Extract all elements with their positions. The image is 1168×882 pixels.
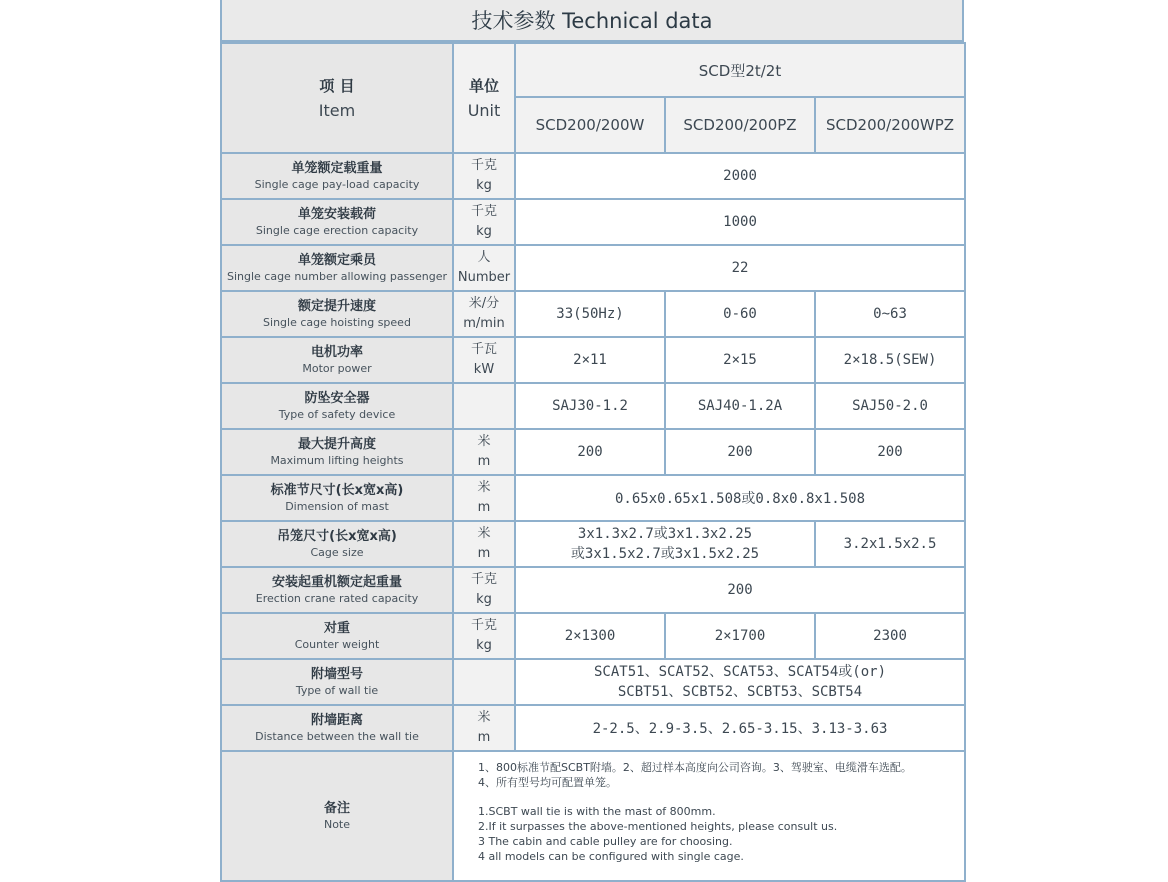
note-line: 1.SCBT wall tie is with the mast of 800mm. xyxy=(478,805,716,818)
table-cell: SAJ30-1.2 xyxy=(515,383,665,429)
unit-zh: 米 xyxy=(477,710,491,725)
row-label-en: Maximum lifting heights xyxy=(270,454,404,467)
row-label-en: Type of safety device xyxy=(278,408,396,421)
cell-line: 3x1.3x2.7或3x1.3x2.25 xyxy=(577,526,753,542)
unit-en: kg xyxy=(476,178,492,193)
row-label-zh: 防坠安全器 xyxy=(304,391,370,406)
header-unit-en: Unit xyxy=(467,101,501,120)
row-label-zh: 单笼额定乘员 xyxy=(297,253,376,268)
row-label-en: Single cage erection capacity xyxy=(255,224,419,237)
unit-zh: 千瓦 xyxy=(470,342,497,357)
table-cell: 200 xyxy=(515,429,665,475)
row-label-en: Single cage hoisting speed xyxy=(263,316,411,329)
page-title: 技术参数 Technical data xyxy=(220,0,964,42)
row-label-en: Counter weight xyxy=(294,638,380,651)
header-item-en: Item xyxy=(318,101,356,120)
row-label-en: Type of wall tie xyxy=(295,684,379,697)
row-label-zh: 吊笼尺寸(长x宽x高) xyxy=(277,529,397,544)
notes-content xyxy=(453,751,965,881)
table-cell: 2×11 xyxy=(515,337,665,383)
table-cell: 2×18.5(SEW) xyxy=(815,337,965,383)
unit-zh: 千克 xyxy=(470,572,497,587)
row-label-zh: 标准节尺寸(长x宽x高) xyxy=(270,483,404,498)
table-cell: 2×1300 xyxy=(515,613,665,659)
note-line: 3 The cabin and cable pulley are for choosing. xyxy=(478,835,733,848)
row-label-zh: 单笼额定载重量 xyxy=(291,161,383,176)
header-item-zh: 项 目 xyxy=(319,77,355,95)
unit-en: m xyxy=(477,730,491,745)
table-cell xyxy=(515,521,815,567)
row-label-en: Motor power xyxy=(302,362,372,375)
row-label-en: Dimension of mast xyxy=(285,500,389,513)
note-line: 1、800标准节配SCBT附墙。2、超过样本高度向公司咨询。3、驾驶室、电缆滑车选配。 xyxy=(478,761,912,774)
unit-zh: 米 xyxy=(477,434,491,449)
note-line: 4 all models can be configured with single cage. xyxy=(478,850,744,863)
unit-zh: 千克 xyxy=(470,618,497,633)
technical-data-table xyxy=(220,42,966,882)
unit-en: kg xyxy=(476,592,492,607)
table-row xyxy=(221,153,965,199)
table-cell: 33(50Hz) xyxy=(515,291,665,337)
header-model-3: SCD200/200WPZ xyxy=(815,97,965,153)
table-row xyxy=(221,291,965,337)
table-cell: 2300 xyxy=(815,613,965,659)
row-label-zh: 单笼安装载荷 xyxy=(297,207,376,222)
unit-en: m xyxy=(477,454,491,469)
unit-en: m/min xyxy=(463,316,505,331)
table-cell: 200 xyxy=(515,567,965,613)
row-label-en: Erection crane rated capacity xyxy=(255,592,419,605)
notes-label-en: Note xyxy=(323,818,351,831)
note-line: 2.If it surpasses the above-mentioned heights, please consult us. xyxy=(478,820,838,833)
unit-en: kg xyxy=(476,224,492,239)
row-label-en: Distance between the wall tie xyxy=(255,730,419,743)
row-label-en: Single cage number allowing passenger xyxy=(226,270,448,283)
row-label-zh: 附墙距离 xyxy=(310,713,363,728)
note-line: 4、所有型号均可配置单笼。 xyxy=(478,776,617,789)
unit-en: kg xyxy=(476,638,492,653)
unit-zh: 千克 xyxy=(470,204,497,219)
unit-zh: 米 xyxy=(477,526,491,541)
table-cell: 200 xyxy=(665,429,815,475)
notes-label-zh: 备注 xyxy=(323,801,350,816)
unit-zh: 米/分 xyxy=(468,296,500,311)
unit-en: m xyxy=(477,500,491,515)
notes-row xyxy=(221,751,965,881)
header-model-2: SCD200/200PZ xyxy=(665,97,815,153)
header-model-group: SCD型2t/2t xyxy=(515,43,965,97)
cell-line: 或3x1.5x2.7或3x1.5x2.25 xyxy=(570,546,760,562)
unit-en: kW xyxy=(473,362,495,377)
table-row xyxy=(221,383,965,429)
row-label-zh: 对重 xyxy=(323,621,350,636)
table-cell: 200 xyxy=(815,429,965,475)
unit-en: Number xyxy=(457,270,511,285)
table-row xyxy=(221,705,965,751)
table-row xyxy=(221,475,965,521)
table-cell: 2-2.5、2.9-3.5、2.65-3.15、3.13-3.63 xyxy=(515,705,965,751)
table-cell: 2×15 xyxy=(665,337,815,383)
notes-label xyxy=(221,751,453,881)
row-label-zh: 额定提升速度 xyxy=(297,299,376,314)
table-cell: SAJ40-1.2A xyxy=(665,383,815,429)
unit-zh: 米 xyxy=(477,480,491,495)
row-label-en: Single cage pay-load capacity xyxy=(254,178,420,191)
table-cell: 3.2x1.5x2.5 xyxy=(815,521,965,567)
table-cell: 0.65x0.65x1.508或0.8x0.8x1.508 xyxy=(515,475,965,521)
table-cell: 2×1700 xyxy=(665,613,815,659)
cell-line: SCAT51、SCAT52、SCAT53、SCAT54或(or) xyxy=(594,664,887,680)
unit-en: m xyxy=(477,546,491,561)
row-label-zh: 电机功率 xyxy=(310,345,363,360)
table-cell: 0-60 xyxy=(665,291,815,337)
header-unit-zh: 单位 xyxy=(468,77,499,95)
table-cell: 2000 xyxy=(515,153,965,199)
table-cell: 1000 xyxy=(515,199,965,245)
cell-line: SCBT51、SCBT52、SCBT53、SCBT54 xyxy=(617,684,863,700)
table-cell xyxy=(515,659,965,705)
header-unit xyxy=(453,43,515,153)
row-label-zh: 最大提升高度 xyxy=(297,437,376,452)
header-item xyxy=(221,43,453,153)
table-row xyxy=(221,245,965,291)
unit-zh: 人 xyxy=(477,250,491,265)
table-row xyxy=(221,659,965,705)
table-row xyxy=(221,613,965,659)
table-row xyxy=(221,567,965,613)
row-label-zh: 安装起重机额定起重量 xyxy=(271,575,402,590)
table-row xyxy=(221,337,965,383)
table-row xyxy=(221,521,965,567)
table-cell: 22 xyxy=(515,245,965,291)
table-row xyxy=(221,199,965,245)
table-cell: 0~63 xyxy=(815,291,965,337)
table-cell: SAJ50-2.0 xyxy=(815,383,965,429)
header-model-1: SCD200/200W xyxy=(515,97,665,153)
table-row xyxy=(221,429,965,475)
unit-zh: 千克 xyxy=(470,158,497,173)
row-label-en: Cage size xyxy=(310,546,364,559)
row-label-zh: 附墙型号 xyxy=(310,667,363,682)
